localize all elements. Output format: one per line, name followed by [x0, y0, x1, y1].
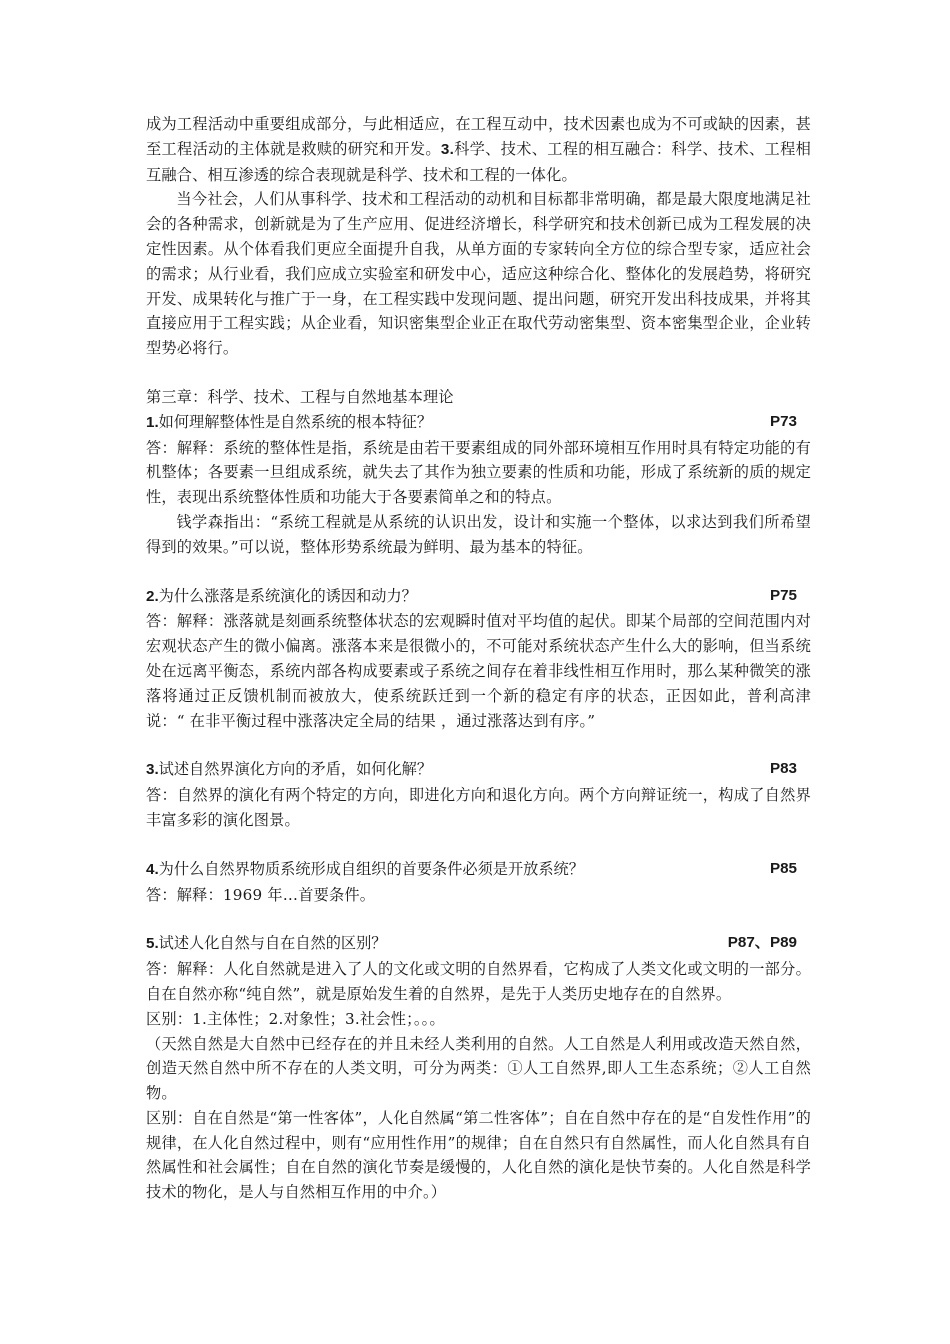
- question-text: 为什么自然界物质系统形成自组织的首要条件必须是开放系统？: [158, 859, 584, 878]
- question-text: 试述自然界演化方向的矛盾，如何化解？: [158, 760, 433, 779]
- question-text: 为什么涨落是系统演化的诱因和动力？: [158, 586, 417, 605]
- answer-1-extra: 钱学森指出：“系统工程就是从系统的认识出发，设计和实施一个整体，以求达到我们所希望得到的效果。”可以说，整体形势系统最为鲜明、最为基本的特征。: [146, 512, 811, 556]
- page-reference: P85: [769, 859, 797, 877]
- spacer: [146, 833, 811, 857]
- spacer: [146, 733, 811, 757]
- page-reference: P75: [769, 586, 797, 604]
- answer-5-parenthetical: （天然自然是大自然中已经存在的并且未经人类利用的自然。人工自然是人利用或改造天然自然，创造天然自然中所不存在的人类文明，可分为两类：①人工自然界,即人工生态系统；②人工自然物。: [146, 1034, 811, 1103]
- intro-paragraph-1: [146, 112, 811, 187]
- question-number: 5.: [146, 935, 159, 953]
- page-reference: P87、P89: [727, 934, 797, 952]
- question-1: [146, 410, 811, 436]
- question-number: 1.: [146, 413, 159, 431]
- question-text: 试述人化自然与自在自然的区别？: [158, 934, 387, 953]
- question-number: 2.: [146, 587, 159, 605]
- answer-5-differences-detail: 区别：自在自然是“第一性客体”，人化自然属“第二性客体”；自在自然中存在的是“自发性作用”的规律，在人化自然过程中，则有“应用性作用”的规律；自在自然只有自然属性，而人化自然具有自然属性和社会属性；自在自然的演化节奏是缓慢的，人化自然的演化是快节奏的。人化自然是科学技术的物化，是人与自然相互作用的中介。）: [146, 1108, 811, 1202]
- page-reference: P73: [769, 412, 797, 430]
- question-3: [146, 757, 811, 783]
- question-text: 如何理解整体性是自然系统的根本特征？: [158, 412, 433, 431]
- answer-5-differences: 区别：1.主体性；2.对象性；3.社会性；。。。: [146, 1009, 445, 1028]
- question-4: [146, 857, 811, 883]
- intro-number: 3.: [440, 140, 454, 158]
- intro-paragraph-2: 当今社会，人们从事科学、技术和工程活动的动机和目标都非常明确，都是最大限度地满足社会的各种需求，创新就是为了生产应用、促进经济增长，科学研究和技术创新已成为工程发展的决定性因素。从个体看我们更应全面提升自我，从单方面的专家转向全方位的综合型专家，适应社会的需求；从行业看，我们应成立实验室和研发中心，适应这种综合化、整体化的发展趋势，将研究开发、成果转化与推广于一身，在工程实践中发现问题、提出问题，研究开发出科技成果，并将其直接应用于工程实践；从企业看，知识密集型企业正在取代劳动密集型、资本密集型企业，企业转型势必将行。: [146, 190, 811, 358]
- answer-2: 答：解释：涨落就是刻画系统整体状态的宏观瞬时值对平均值的起伏。即某个局部的空间范围内对宏观状态产生的微小偏离。涨落本来是很微小的，不可能对系统状态产生什么大的影响，但当系统处在远离平衡态，系统内部各构成要素或子系统之间存在着非线性相互作用时，那么某种微笑的涨落将通过正反馈机制而被放大，使系统跃迁到一个新的稳定有序的状态，正因如此，普利高津说：“ 在非平衡过程中涨落决定全局的结果 ，通过涨落达到有序。”: [146, 612, 811, 730]
- answer-5: 答：解释：人化自然就是进入了人的文化或文明的自然界看，它构成了人类文化或文明的一部分。自在自然亦称“纯自然”，就是原始发生着的自然界，是先于人类历史地存在的自然界。: [146, 960, 811, 1003]
- spacer: [146, 361, 811, 385]
- chapter-title: 第三章：科学、技术、工程与自然地基本理论: [146, 387, 454, 406]
- question-number: 4.: [146, 860, 159, 878]
- answer-3: 答：自然界的演化有两个特定的方向，即进化方向和退化方向。两个方向辩证统一，构成了自然界丰富多彩的演化图景。: [146, 786, 811, 829]
- spacer: [146, 560, 811, 584]
- answer-1: 答：解释：系统的整体性是指，系统是由若干要素组成的同外部环境相互作用时具有特定功能的有机整体；各要素一旦组成系统，就失去了其作为独立要素的性质和功能，形成了系统新的质的规定性，表现出系统整体性质和功能大于各要素简单之和的特点。: [146, 438, 811, 507]
- spacer: [146, 907, 811, 931]
- document-page: [146, 112, 811, 1205]
- question-2: [146, 584, 811, 610]
- question-number: 3.: [146, 761, 159, 779]
- answer-4: 答：解释：1969 年…首要条件。: [146, 885, 376, 904]
- intro-text-b: 科学、技术、工程的相互融合：科学、技术、工程相互融合、相互渗透的综合表现就是科学、技术和工程的一体化。: [146, 139, 811, 184]
- question-5: [146, 931, 811, 957]
- intro-text-a: 成为工程活动中重要组成部分，与此相适应，在工程互动中，技术因素也成为不可或缺的因素，甚至工程活动的主体就是救赎的研究和开发。: [146, 115, 811, 158]
- page-reference: P83: [769, 760, 797, 778]
